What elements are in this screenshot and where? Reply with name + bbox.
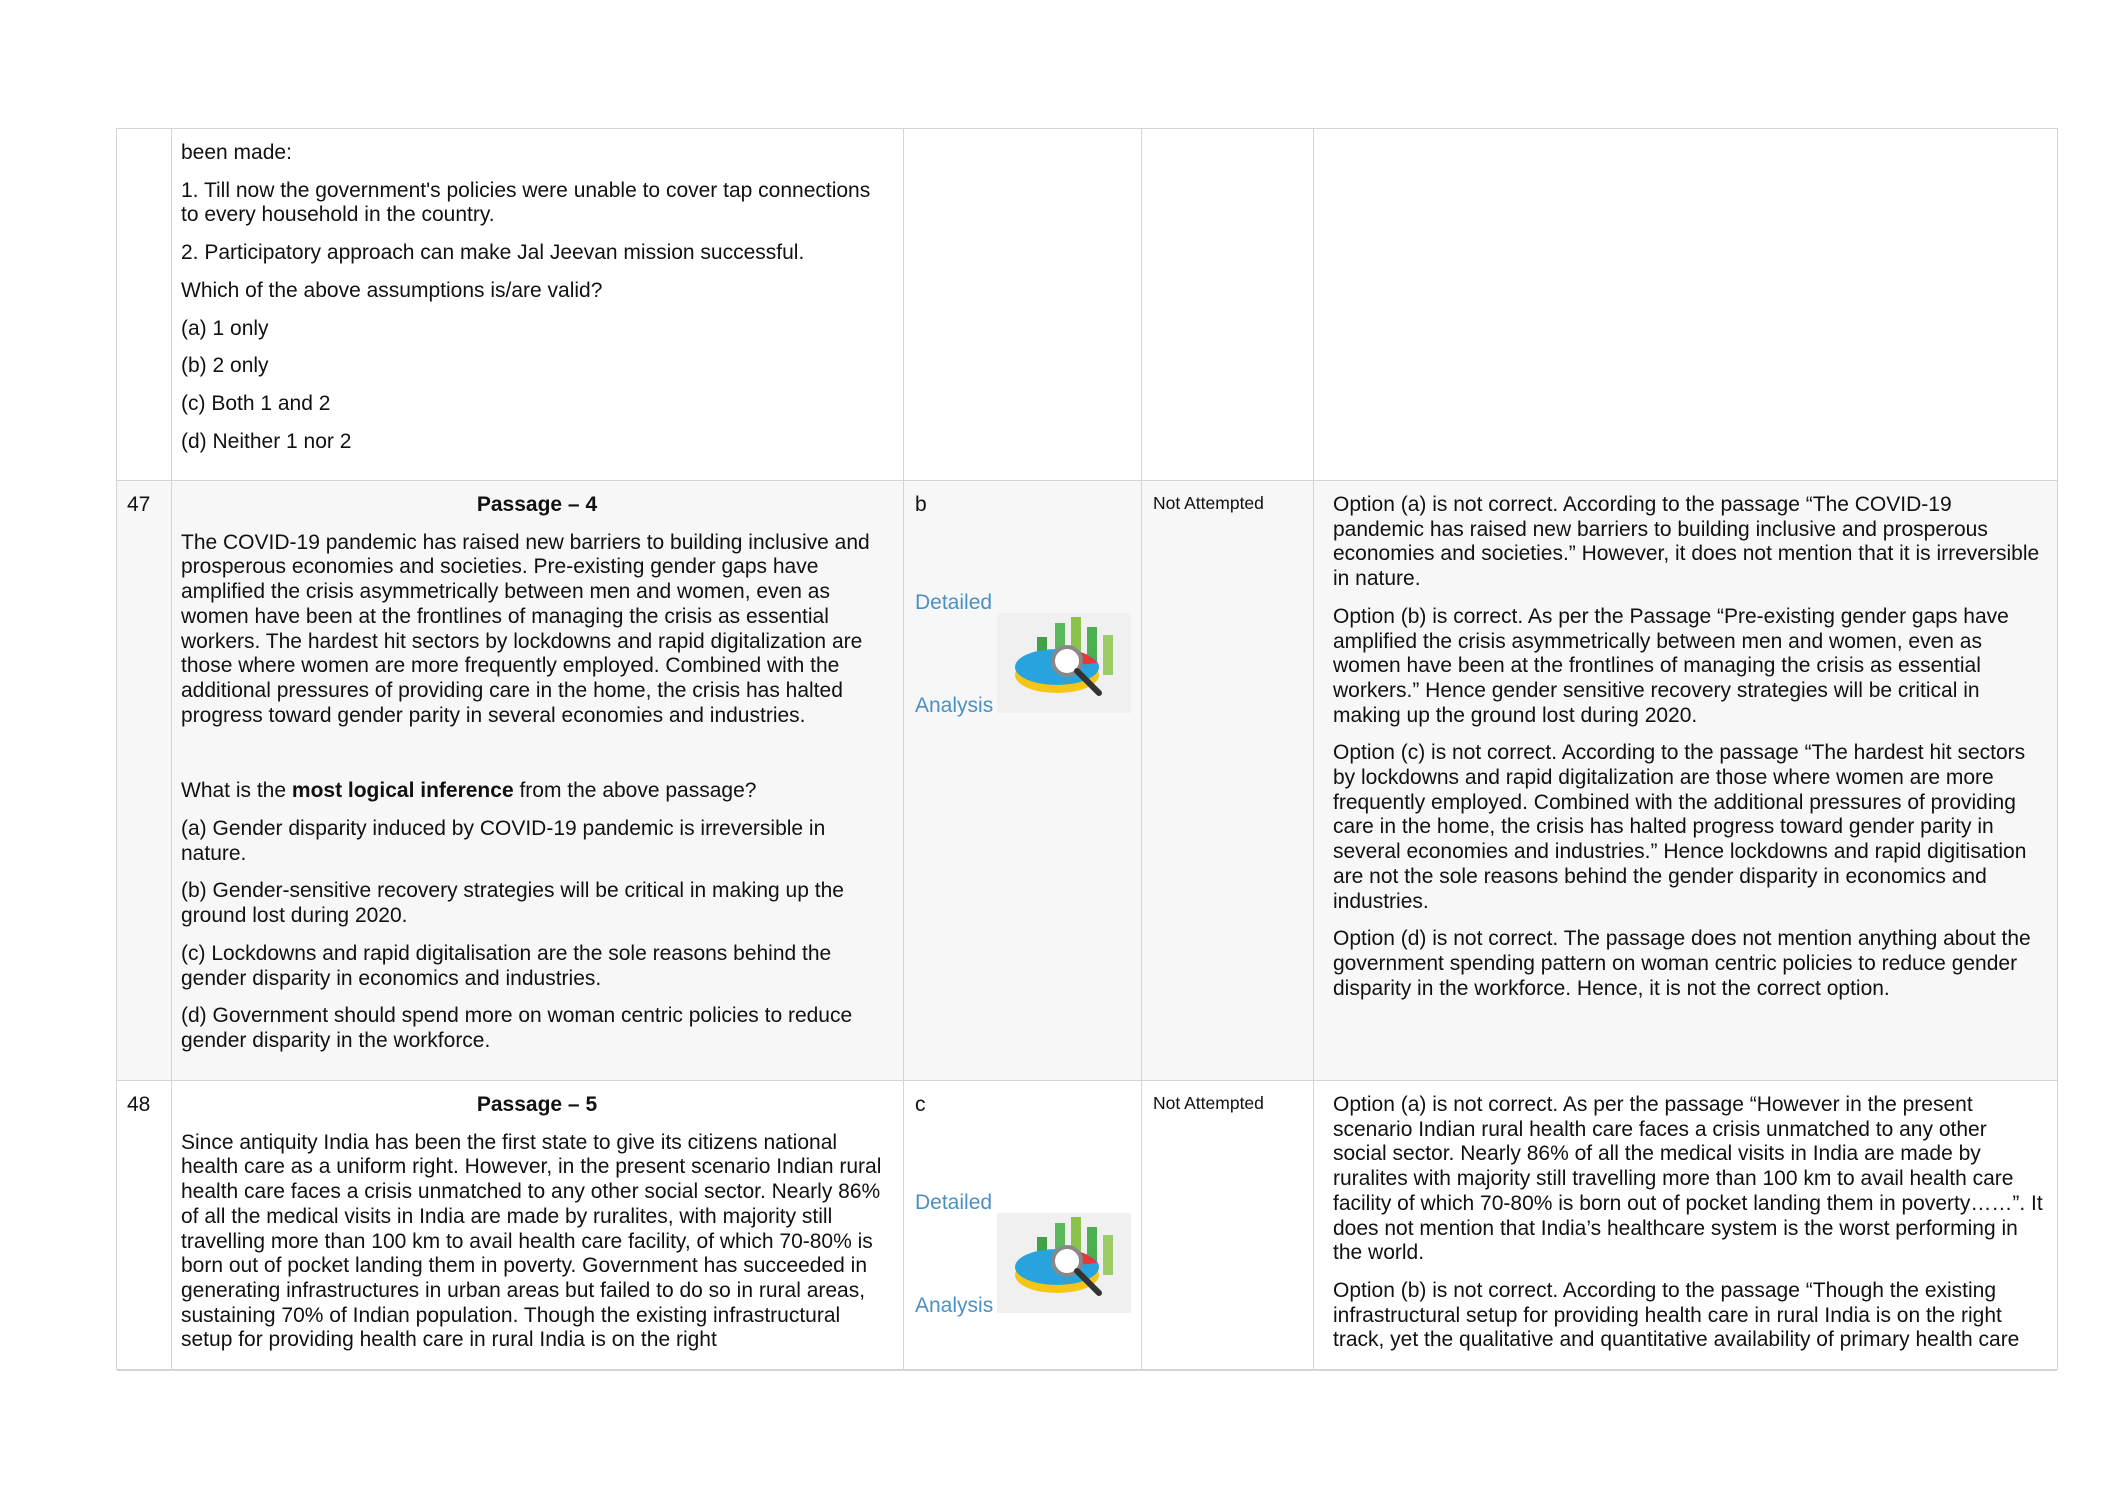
attempt-status: Not Attempted [1153, 1093, 1264, 1113]
column-divider [903, 129, 904, 1369]
option-text: (d) Neither 1 nor 2 [181, 429, 352, 453]
explanation-text: Option (d) is not correct. The passage does not mention anything about the government spending pattern on woman centric policies to reduce gender disparity in the workforce. Hence, it is not the correct option. [1333, 927, 2031, 1000]
question-number: 48 [127, 1093, 151, 1116]
answer-table [116, 128, 2058, 1370]
explanation-text: Option (c) is not correct. According to the passage “The hardest hit sectors by lockdowns and rapid digitalization are those where women are more frequently employed. Combined with the additional pressures of providing care in the home, the crisis has halted progress toward gender parity in several economies and industries.” Hence lockdowns and rapid digitisation are not the sole reasons behind the gender disparity in economics and industries. [1333, 741, 2027, 913]
explanation-cell [1333, 1093, 2045, 1365]
detailed-analysis-link[interactable]: Detailed [915, 591, 993, 614]
question-number: 47 [127, 493, 151, 516]
table-row [117, 481, 2057, 1081]
detailed-analysis-link[interactable]: Detailed [915, 1191, 993, 1214]
detailed-analysis-link[interactable]: Analysis [915, 1294, 994, 1317]
question-cell [181, 1093, 893, 1366]
passage-title: Passage – 4 [476, 493, 598, 516]
column-divider [171, 129, 172, 1369]
attempt-status: Not Attempted [1153, 493, 1264, 513]
question-cell [181, 141, 893, 467]
column-divider [1313, 129, 1314, 1369]
question-cell [181, 493, 893, 1067]
analysis-chart-icon[interactable] [997, 613, 1131, 713]
option-text: (c) Both 1 and 2 [181, 391, 331, 415]
table-row [117, 129, 2057, 481]
table-row [117, 1081, 2057, 1371]
question-prompt: What is the most logical inference from the above passage? [181, 779, 757, 803]
explanation-text: Option (b) is correct. As per the Passage “Pre-existing gender gaps have amplified the crisis asymmetrically between men and women, even as women have been at the frontlines of managing the crisis as essential workers.” Hence gender sensitive recovery strategies will be critical in making up the ground lost during 2020. [1333, 604, 2009, 727]
analysis-chart-icon[interactable] [997, 1213, 1131, 1313]
explanation-cell [1333, 493, 2045, 1014]
option-text: (a) 1 only [181, 316, 269, 340]
column-divider [1141, 129, 1142, 1369]
explanation-text: Option (b) is not correct. According to the passage “Though the existing infrastructural setup for providing health care in rural India is on the right track, yet the qualitative and quantitative availability of primary health care [1333, 1278, 2020, 1352]
option-c: (c) Lockdowns and rapid digitalisation are the sole reasons behind the gender disparity in economics and industries. [181, 941, 832, 990]
option-d: (d) Government should spend more on woman centric policies to reduce gender disparity in the workforce. [181, 1004, 853, 1052]
passage-text: The COVID-19 pandemic has raised new barriers to building inclusive and prosperous economies and societies. Pre-existing gender gaps have amplified the crisis asymmetrically between men and women, even as women have been at the frontlines of managing the crisis as essential workers. The hardest hit sectors by lockdowns and rapid digitalization are those where women are more frequently employed. Combined with the additional pressures of providing care in the home, the crisis has halted progress toward gender parity in several economies and industries. [181, 530, 870, 727]
answer-key: b [915, 493, 927, 516]
question-text: 1. Till now the government's policies were unable to cover tap connections to every household in the country. [181, 178, 871, 227]
option-b: (b) Gender-sensitive recovery strategies will be critical in making up the ground lost during 2020. [181, 879, 844, 928]
answer-key: c [915, 1093, 926, 1116]
detailed-analysis-link[interactable]: Analysis [915, 694, 994, 717]
option-text: (b) 2 only [181, 354, 269, 378]
explanation-text: Option (a) is not correct. As per the passage “However in the present scenario Indian rural health care faces a crisis unmatched to any other social sector. Nearly 86% of all the medical visits in India are made by ruralites with majority still travelling more than 100 km to avail health care facility of which 70-80% is born out of pocket landing them in poverty……”. It does not mention that India’s healthcare system is the worst performing in the world. [1333, 1093, 2043, 1265]
question-text: 2. Participatory approach can make Jal Jeevan mission successful. [181, 241, 805, 265]
explanation-text: Option (a) is not correct. According to the passage “The COVID-19 pandemic has raised new barriers to building inclusive and prosperous economies and societies.” However, it does not mention that it is irreversible in nature. [1333, 493, 2040, 591]
passage-title: Passage – 5 [476, 1093, 598, 1116]
question-text: been made: [181, 141, 292, 164]
option-a: (a) Gender disparity induced by COVID-19 pandemic is irreversible in nature. [181, 817, 826, 865]
question-text: Which of the above assumptions is/are valid? [181, 278, 603, 302]
passage-text: Since antiquity India has been the first state to give its citizens national health care as a uniform right. However, in the present scenario Indian rural health care faces a crisis unmatched to any other social sector. Nearly 86% of all the medical visits in India are made by ruralites, with majority still travelling more than 100 km to avail health care facility, of which 70-80% is born out of pocket landing them in poverty. Government has succeeded in generating infrastructures in urban areas but failed to do so in rural areas, sustaining 70% of Indian population. Though the existing infrastructural setup for providing health care in rural India is on the right [181, 1130, 882, 1352]
